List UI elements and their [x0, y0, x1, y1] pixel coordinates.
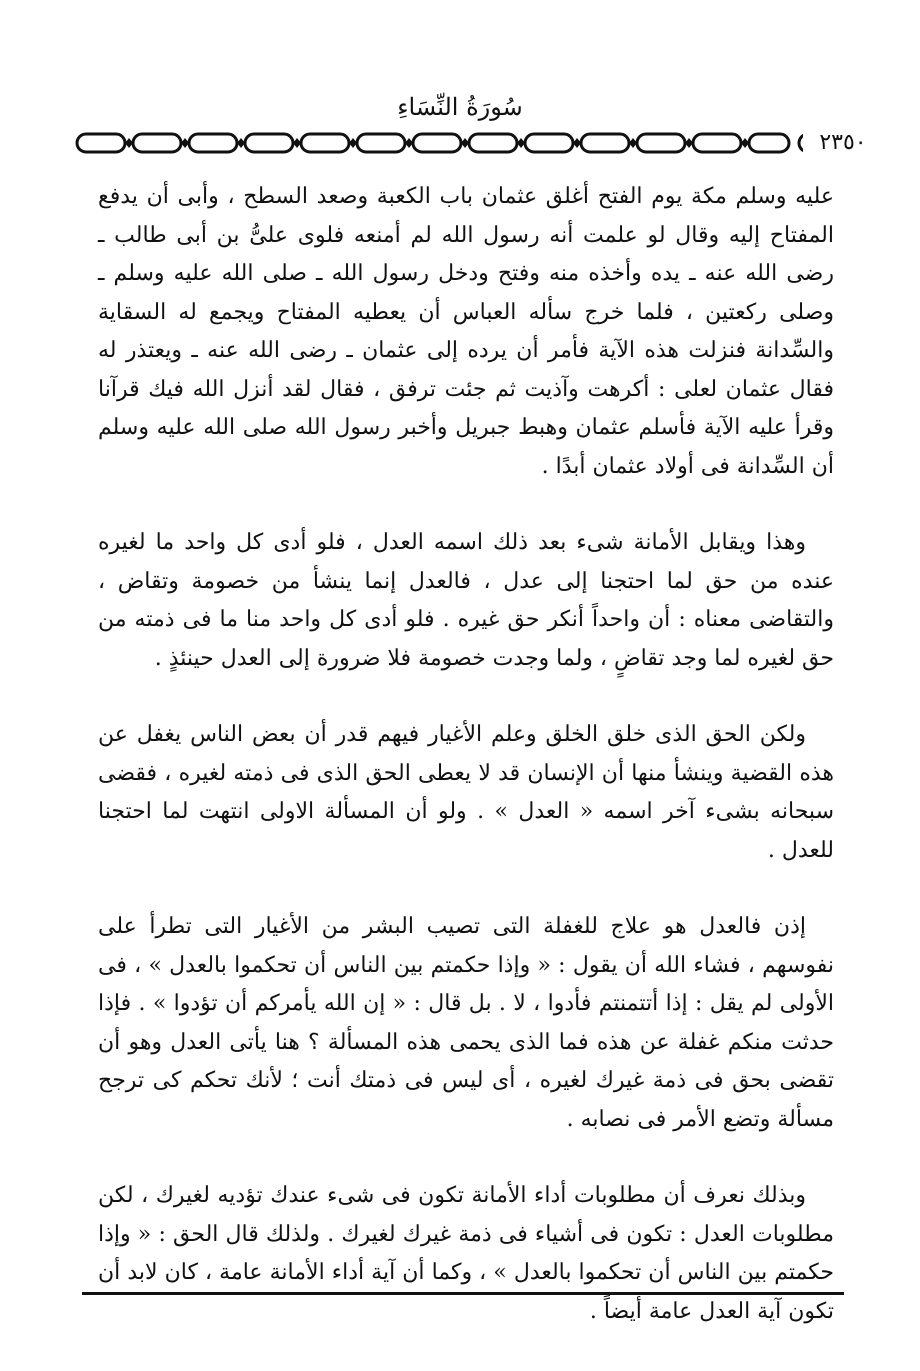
page-header-ornament	[75, 128, 867, 158]
surah-title: سُورَةُ النِّسَاءِ	[397, 93, 523, 121]
paragraph-4: إذن فالعدل هو علاج للغفلة التى تصيب البشر من الأغيار التى تطرأ على نفوسهم ، فشاء الله أن يقول : « وإذا حكمتم بين الناس أن تحكموا بالعدل » ، فى الأولى لم يقل : إذا أتتمنتم فأدوا ، لا . بل قال : « إن الله يأمركم أن تؤدوا » . فإذا حدثت منكم غفلة عن هذه فما الذى يحمى هذه المسألة ؟ هنا يأتى العدل وهو أن تقضى بحق فى ذمة غيرك لغيره ، أى ليس فى ذمتك أنت ؛ لأنك تحكم كى ترجح مسألة وتضع الأمر فى نصابه .	[98, 914, 834, 1132]
paragraph-1: عليه وسلم مكة يوم الفتح أغلق عثمان باب الكعبة وصعد السطح ، وأبى أن يدفع المفتاح إليه وقال لو علمت أنه رسول الله لم أمنعه فلوى علىُّ بن أبى طالب ـ رضى الله عنه ـ يده وأخذه منه وفتح ودخل رسول الله ـ صلى الله عليه وسلم ـ وصلى ركعتين ، فلما خرج سأله العباس أن يعطيه المفتاح ويجمع له السقاية والسِّدانة فنزلت هذه الآية فأمر أن يرده إلى عثمان ـ رضى الله عنه ـ ويعتذر له فقال عثمان لعلى : أكرهت وآذيت ثم جئت ترفق ، فقال لقد أنزل الله فيك قرآنا وقرأ عليه الآية فأسلم عثمان وهبط جبريل وأخبر رسول الله صلى الله عليه وسلم أن السِّدانة فى أولاد عثمان أبدًا .	[98, 184, 834, 479]
paragraph-2: وهذا ويقابل الأمانة شىء بعد ذلك اسمه العدل ، فلو أدى كل واحد ما لغيره عنده من حق لما احتجنا إلى عدل ، فالعدل إنما ينشأ من خصومة وتقاض ، والتقاضى معناه : أن واحداً أنكر حق غيره . فلو أدى كل واحد منا ما فى ذمته من حق لغيره لما وجد تقاضٍ ، ولما وجدت خصومة فلا ضرورة إلى العدل حينئذٍ .	[98, 530, 834, 671]
paragraph-3: ولكن الحق الذى خلق الخلق وعلم الأغيار فيهم قدر أن بعض الناس يغفل عن هذه القضية وينشأ منها أن الإنسان قد لا يعطى الحق الذى فى ذمته لغيره ، فقضى سبحانه بشىء آخر اسمه « العدل » . ولو أن المسألة الاولى انتهت لما احتجنا للعدل .	[98, 722, 834, 863]
chain-ornament	[75, 128, 845, 158]
footer-rule	[82, 1292, 844, 1295]
paragraph-5: وبذلك نعرف أن مطلوبات أداء الأمانة تكون فى شىء عندك تؤديه لغيرك ، لكن مطلوبات العدل : تكون فى أشياء فى ذمة غيرك لغيرك . ولذلك قال الحق : « وإذا حكمتم بين الناس أن تحكموا بالعدل » ، وكما أن آية أداء الأمانة عامة ، كان لابد أن تكون آية العدل عامة أيضاً .	[98, 1183, 834, 1324]
body-text	[98, 178, 834, 1331]
page-number: ٢٣٥٠	[803, 128, 883, 158]
